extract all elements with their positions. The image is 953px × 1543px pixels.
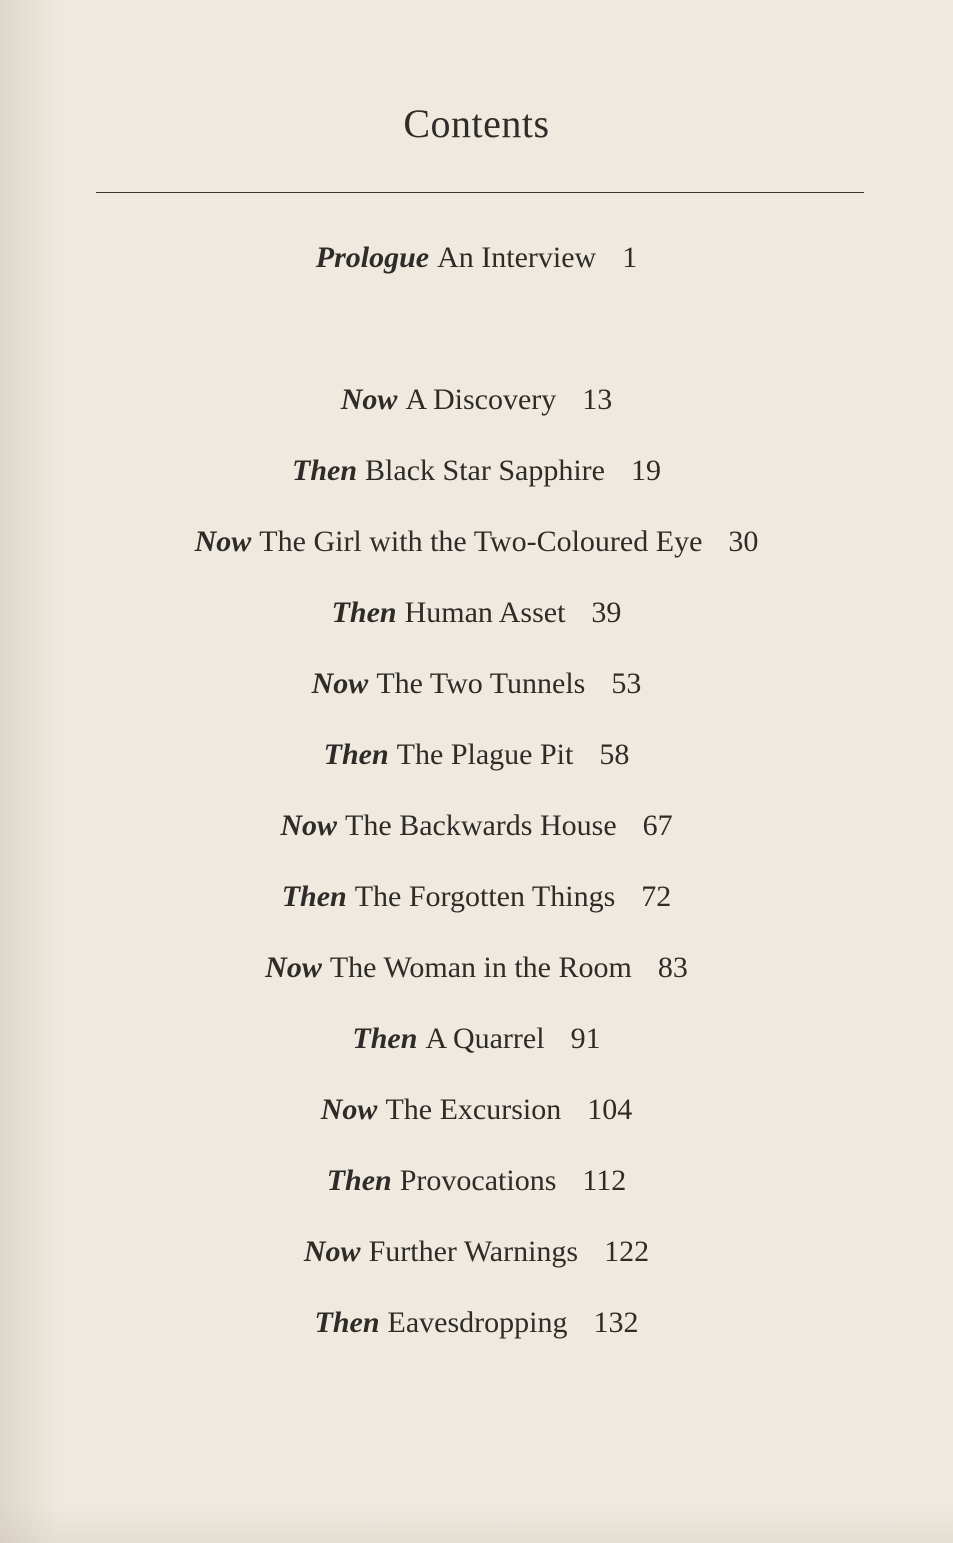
- title-divider: [96, 192, 864, 193]
- toc-entry: [0, 1161, 953, 1201]
- entry-label: Then: [292, 454, 358, 487]
- toc-entry: [0, 877, 953, 917]
- toc-entry: [0, 522, 953, 562]
- entry-label: Now: [280, 809, 338, 842]
- entry-title: A Quarrel: [425, 1022, 545, 1055]
- entry-page: 91: [570, 1022, 601, 1055]
- toc-entry: [0, 593, 953, 633]
- entry-page: 13: [582, 383, 613, 416]
- entry-label: Now: [303, 1235, 361, 1268]
- entry-title: A Discovery: [405, 383, 557, 416]
- entry-label: Then: [352, 1022, 418, 1055]
- entry-page: 30: [728, 525, 759, 558]
- entry-page: 58: [599, 738, 630, 771]
- entry-title: The Two Tunnels: [376, 667, 586, 700]
- entry-label: Then: [281, 880, 347, 913]
- toc-entry: [0, 1090, 953, 1130]
- entry-label: Prologue: [315, 241, 430, 274]
- entry-title: The Forgotten Things: [354, 880, 616, 913]
- entry-title: Further Warnings: [368, 1235, 579, 1268]
- entry-page: 19: [630, 454, 661, 487]
- entry-label: Now: [320, 1093, 378, 1126]
- toc-entry: [0, 380, 953, 420]
- entry-title: Black Star Sapphire: [365, 454, 605, 487]
- entry-page: 104: [587, 1093, 633, 1126]
- entry-label: Now: [194, 525, 252, 558]
- entry-page: 53: [611, 667, 642, 700]
- entry-page: 83: [657, 951, 688, 984]
- toc-entry: [0, 806, 953, 846]
- entry-title: An Interview: [437, 241, 597, 274]
- toc-entry: [0, 238, 953, 278]
- entry-title: Human Asset: [404, 596, 566, 629]
- entry-label: Now: [311, 667, 369, 700]
- entry-page: 122: [604, 1235, 650, 1268]
- entry-label: Now: [340, 383, 398, 416]
- toc-entry: [0, 735, 953, 775]
- entry-label: Then: [314, 1306, 380, 1339]
- page-title: Contents: [403, 101, 550, 146]
- entry-page: 72: [641, 880, 672, 913]
- toc-entry: [0, 1019, 953, 1059]
- entry-title: Provocations: [399, 1164, 557, 1197]
- toc-entry: [0, 948, 953, 988]
- entry-page: 112: [582, 1164, 627, 1197]
- entry-title: The Backwards House: [345, 809, 617, 842]
- entry-label: Now: [265, 951, 322, 984]
- toc-entry: [0, 664, 953, 704]
- entry-label: Then: [323, 738, 389, 771]
- entry-title: The Excursion: [385, 1093, 562, 1126]
- entry-title: Eavesdropping: [387, 1306, 568, 1339]
- toc-entry: [0, 1232, 953, 1272]
- toc-entry: [0, 451, 953, 491]
- entry-page: 132: [593, 1306, 639, 1339]
- entry-page: 39: [591, 596, 622, 629]
- entry-label: Then: [331, 596, 397, 629]
- entry-page: 67: [642, 809, 673, 842]
- entry-page: 1: [622, 241, 638, 274]
- entry-title: The Plague Pit: [396, 738, 574, 771]
- entry-label: Then: [326, 1164, 392, 1197]
- entry-title: The Woman in the Room: [329, 951, 632, 984]
- entry-title: The Girl with the Two-Coloured Eye: [259, 525, 703, 558]
- toc-entry: [0, 1303, 953, 1343]
